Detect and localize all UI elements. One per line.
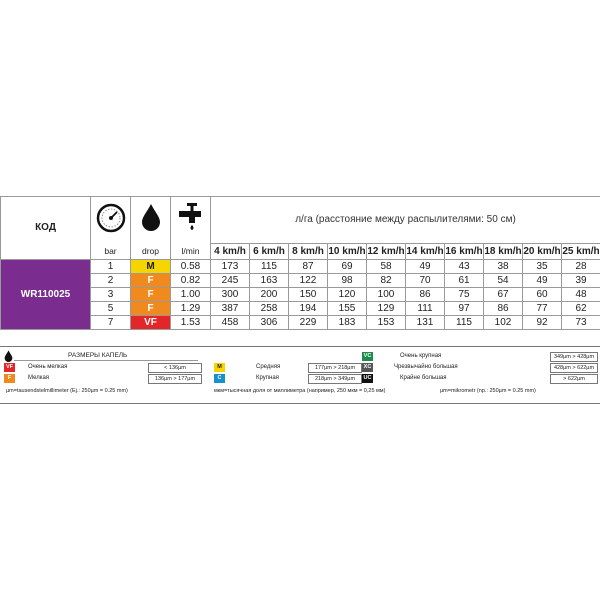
- rate-cell: 122: [289, 274, 328, 288]
- rate-cell: 86: [484, 302, 523, 316]
- rate-cell: 306: [250, 316, 289, 330]
- flow-cell: 0.82: [171, 274, 211, 288]
- rate-cell: 97: [445, 302, 484, 316]
- rate-cell: 115: [445, 316, 484, 330]
- speed-header-cell: 6 km/h: [250, 244, 289, 260]
- speed-header-cell: 14 km/h: [406, 244, 445, 260]
- pressure-cell: 7: [91, 316, 131, 330]
- legend-m-range: 177µm > 218µm: [308, 363, 362, 373]
- rate-cell: 98: [328, 274, 367, 288]
- table-row: [1, 316, 600, 330]
- legend-vf-name: Очень мелкая: [28, 364, 68, 370]
- legend-vc-name: Очень крупная: [400, 353, 442, 359]
- badge-c: C: [214, 374, 225, 383]
- rate-cell: 75: [445, 288, 484, 302]
- droplet-class-cell: F: [131, 274, 171, 288]
- table-row: [1, 260, 600, 274]
- rate-title: л/га (расстояние между распылителями: 50 см): [211, 197, 600, 244]
- droplet-icon: [141, 203, 161, 231]
- legend-title: РАЗМЕРЫ КАПЕЛЬ: [68, 352, 128, 359]
- rate-cell: 100: [367, 288, 406, 302]
- badge-uc: UC: [363, 375, 372, 381]
- rate-cell: 87: [289, 260, 328, 274]
- lmin-label: l/min: [181, 246, 200, 256]
- legend-uc-range: > 622µm: [550, 374, 598, 384]
- table-row: [1, 302, 600, 316]
- flow-cell: 1.00: [171, 288, 211, 302]
- rate-cell: 229: [289, 316, 328, 330]
- speed-header-cell: 16 km/h: [445, 244, 484, 260]
- rate-cell: 58: [367, 260, 406, 274]
- rate-cell: 61: [445, 274, 484, 288]
- rate-cell: 73: [562, 316, 600, 330]
- rate-cell: 102: [484, 316, 523, 330]
- droplet-class-cell: F: [131, 288, 171, 302]
- flow-header: [171, 197, 211, 260]
- rate-cell: 245: [211, 274, 250, 288]
- rate-cell: 155: [328, 302, 367, 316]
- rate-cell: 86: [406, 288, 445, 302]
- rate-cell: 62: [562, 302, 600, 316]
- rate-cell: 60: [523, 288, 562, 302]
- rate-cell: 183: [328, 316, 367, 330]
- legend-c-range: 218µm > 349µm: [308, 374, 362, 384]
- pressure-cell: 3: [91, 288, 131, 302]
- faucet-icon: [175, 201, 207, 231]
- gauge-icon: [96, 203, 126, 233]
- rate-cell: 38: [484, 260, 523, 274]
- rate-cell: 70: [406, 274, 445, 288]
- droplet-class-cell: M: [131, 260, 171, 274]
- pressure-cell: 1: [91, 260, 131, 274]
- speed-header-cell: 12 km/h: [367, 244, 406, 260]
- rate-cell: 173: [211, 260, 250, 274]
- legend-note-pl: µm=mikrometr (np.: 250µm = 0.25 mm): [440, 388, 536, 394]
- rate-cell: 92: [523, 316, 562, 330]
- rate-cell: 49: [523, 274, 562, 288]
- rate-cell: 120: [328, 288, 367, 302]
- speed-header-cell: 25 km/h: [562, 244, 600, 260]
- table-row: [1, 288, 600, 302]
- rate-cell: 35: [523, 260, 562, 274]
- rate-cell: 82: [367, 274, 406, 288]
- rate-cell: 200: [250, 288, 289, 302]
- rate-cell: 194: [289, 302, 328, 316]
- legend-vf-range: < 136µm: [148, 363, 202, 373]
- nozzle-table: [0, 196, 600, 330]
- legend-note-de: µm=tausendstelmillimeter (Ej.: 250µm = 0.25 mm): [6, 388, 128, 394]
- rate-cell: 258: [250, 302, 289, 316]
- droplet-class-cell: F: [131, 302, 171, 316]
- badge-vf: VF: [5, 364, 14, 370]
- legend-xc-name: Чрезвычайно большая: [394, 364, 458, 370]
- badge-vc: VC: [363, 353, 372, 359]
- bar-label: bar: [104, 246, 117, 256]
- pressure-cell: 5: [91, 302, 131, 316]
- badge-m: M: [214, 363, 225, 372]
- droplet-icon: [4, 350, 13, 362]
- code-header: КОД: [1, 197, 91, 260]
- legend-c-name: Крупная: [256, 375, 279, 381]
- speed-header-cell: 4 km/h: [211, 244, 250, 260]
- rate-cell: 43: [445, 260, 484, 274]
- legend-xc-range: 428µm > 622µm: [550, 363, 598, 373]
- legend-f-range: 136µm > 177µm: [148, 374, 202, 384]
- droplet-legend: [0, 346, 600, 404]
- speed-header-cell: 20 km/h: [523, 244, 562, 260]
- table-row: [1, 274, 600, 288]
- rate-cell: 387: [211, 302, 250, 316]
- nozzle-code: WR110025: [1, 260, 91, 330]
- speed-header-cell: 18 km/h: [484, 244, 523, 260]
- rate-cell: 28: [562, 260, 600, 274]
- legend-m-name: Средняя: [256, 364, 281, 370]
- rate-cell: 49: [406, 260, 445, 274]
- rate-cell: 69: [328, 260, 367, 274]
- rate-cell: 67: [484, 288, 523, 302]
- rate-cell: 39: [562, 274, 600, 288]
- rate-cell: 150: [289, 288, 328, 302]
- drop-header: [131, 197, 171, 260]
- speed-header-cell: 8 km/h: [289, 244, 328, 260]
- rate-cell: 458: [211, 316, 250, 330]
- rate-cell: 115: [250, 260, 289, 274]
- flow-cell: 1.53: [171, 316, 211, 330]
- drop-label: drop: [141, 246, 159, 256]
- rate-cell: 111: [406, 302, 445, 316]
- badge-xc: XC: [363, 364, 372, 370]
- flow-cell: 0.58: [171, 260, 211, 274]
- legend-vc-range: 349µm > 428µm: [550, 352, 598, 362]
- rate-cell: 163: [250, 274, 289, 288]
- pressure-header: [91, 197, 131, 260]
- rate-cell: 153: [367, 316, 406, 330]
- speed-header-cell: 10 km/h: [328, 244, 367, 260]
- flow-cell: 1.29: [171, 302, 211, 316]
- badge-f: F: [4, 374, 15, 383]
- rate-cell: 129: [367, 302, 406, 316]
- pressure-cell: 2: [91, 274, 131, 288]
- rate-cell: 300: [211, 288, 250, 302]
- rate-cell: 54: [484, 274, 523, 288]
- rate-cell: 48: [562, 288, 600, 302]
- rate-cell: 77: [523, 302, 562, 316]
- droplet-class-cell: VF: [131, 316, 171, 330]
- rate-cell: 131: [406, 316, 445, 330]
- legend-note-ru: мкм=тысячная доля от миллиметра (например, 250 мкм = 0,25 мм): [214, 388, 386, 394]
- legend-f-name: Мелкая: [28, 375, 50, 381]
- legend-uc-name: Крайне большая: [400, 375, 447, 381]
